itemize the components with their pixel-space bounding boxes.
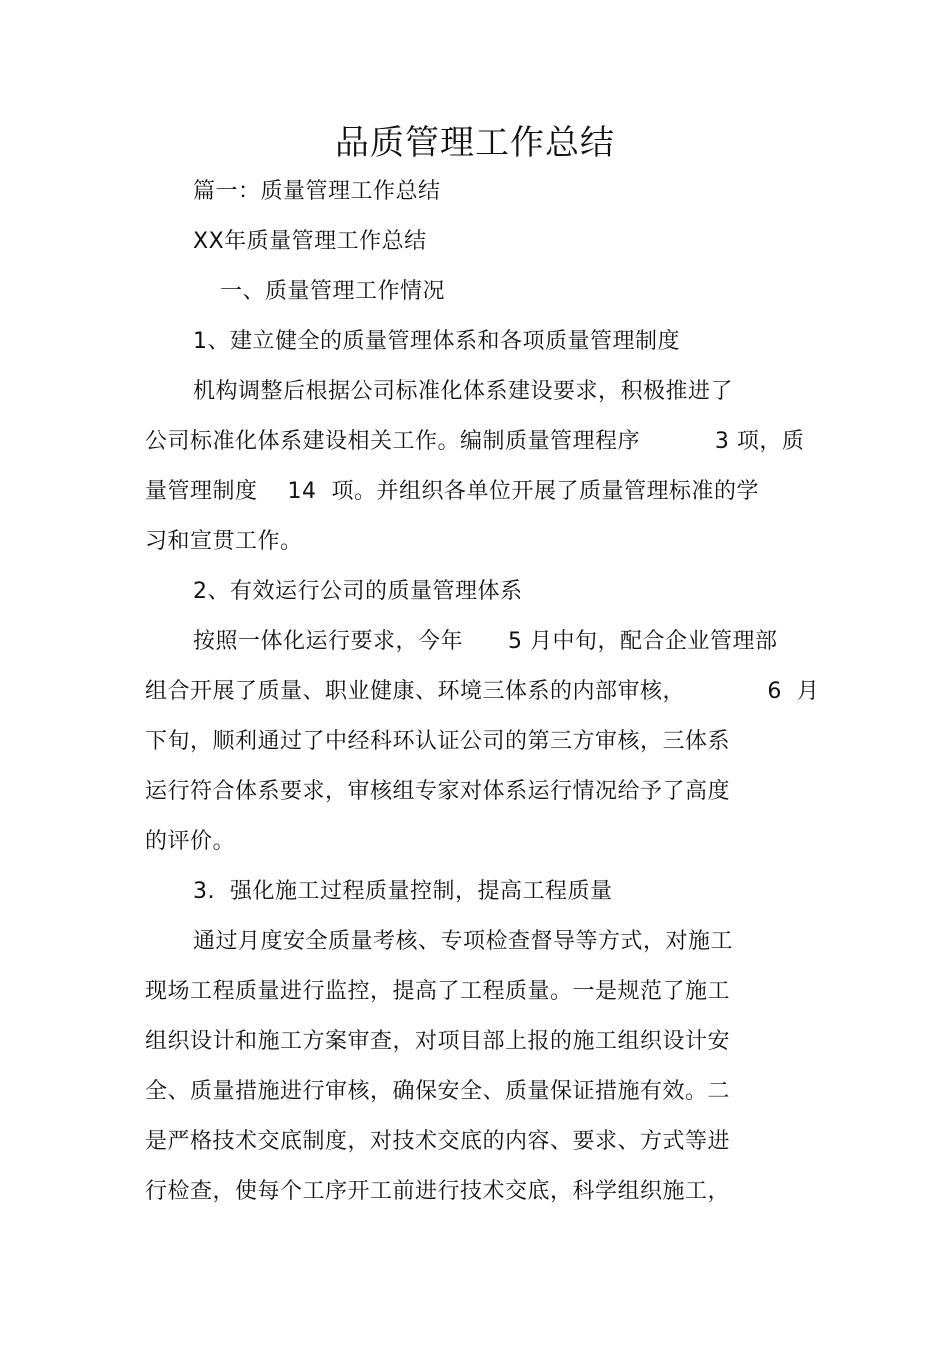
paragraph-line: 公司标准化体系建设相关工作。编制质量管理程序 3 项，质 <box>145 429 805 454</box>
paragraph-line: 是严格技术交底制度，对技术交底的内容、要求、方式等进 <box>145 1129 731 1154</box>
subsection-heading-2: 2、有效运行公司的质量管理体系 <box>193 579 523 604</box>
paragraph-line: 量管理制度 14 项。并组织各单位开展了质量管理标准的学 <box>145 479 759 504</box>
chapter-heading: 篇一：质量管理工作总结 <box>193 179 441 204</box>
section-heading: 一、质量管理工作情况 <box>220 279 446 304</box>
paragraph-line: 组织设计和施工方案审查，对项目部上报的施工组织设计安 <box>145 1029 731 1054</box>
subsection-heading-1: 1、建立健全的质量管理体系和各项质量管理制度 <box>193 329 680 354</box>
paragraph-line: 组合开展了质量、职业健康、环境三体系的内部审核， 6 月 <box>145 679 820 704</box>
subsection-heading-3: 3. 强化施工过程质量控制，提高工程质量 <box>193 879 613 904</box>
paragraph-line: 下旬，顺利通过了中经科环认证公司的第三方审核，三体系 <box>145 729 731 754</box>
paragraph-line: 按照一体化运行要求，今年 5 月中旬，配合企业管理部 <box>193 629 778 654</box>
paragraph-line: 习和宣贯工作。 <box>145 529 303 554</box>
document-title: 品质管理工作总结 <box>335 123 615 163</box>
paragraph-line: 机构调整后根据公司标准化体系建设要求，积极推进了 <box>193 379 734 404</box>
summary-title: XX年质量管理工作总结 <box>193 229 427 254</box>
paragraph-line: 现场工程质量进行监控，提高了工程质量。一是规范了施工 <box>145 979 731 1004</box>
paragraph-line: 运行符合体系要求，审核组专家对体系运行情况给予了高度 <box>145 779 731 804</box>
paragraph-line: 通过月度安全质量考核、专项检查督导等方式，对施工 <box>193 929 734 954</box>
paragraph-line: 行检查，使每个工序开工前进行技术交底，科学组织施工， <box>145 1179 731 1204</box>
paragraph-line: 全、质量措施进行审核，确保安全、质量保证措施有效。二 <box>145 1079 731 1104</box>
paragraph-line: 的评价。 <box>145 829 236 854</box>
